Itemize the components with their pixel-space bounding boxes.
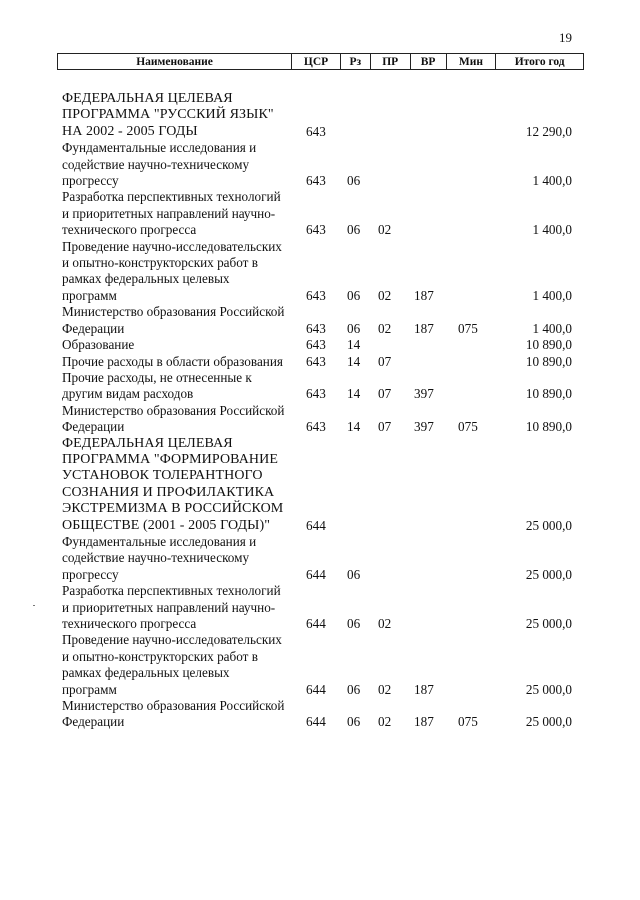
row-total: 25 000,0 [525, 681, 572, 697]
row-rz: 14 [347, 419, 361, 435]
row-rz: 14 [347, 353, 361, 369]
row-total: 12 290,0 [525, 123, 572, 139]
header-min: Мин [447, 54, 497, 69]
header-csr: ЦСР [292, 54, 341, 69]
row-name: Проведение научно-исследовательских и опытно-конструкторских работ в рамках федеральных целевых программ [62, 632, 282, 697]
row-vr: 187 [414, 320, 434, 336]
table-row [62, 403, 584, 436]
row-rz: 06 [347, 681, 361, 697]
row-csr: 644 [306, 517, 326, 533]
table-row [62, 698, 584, 731]
row-name: Прочие расходы, не отнесенные к другим видам расходов [62, 369, 252, 402]
row-vr: 187 [414, 714, 434, 730]
row-pr: 07 [378, 419, 392, 435]
row-rz: 06 [347, 616, 361, 631]
table-header [57, 53, 584, 70]
row-csr: 643 [306, 419, 326, 435]
row-total: 1 400,0 [532, 320, 572, 336]
row-pr: 02 [378, 714, 392, 730]
row-csr: 643 [306, 337, 326, 353]
row-csr: 644 [306, 566, 326, 582]
row-csr: 643 [306, 353, 326, 369]
row-name: Фундаментальные исследования и содействие научно-техническому прогрессу [62, 533, 257, 582]
table-row [62, 189, 584, 238]
row-rz: 06 [347, 222, 361, 238]
row-vr: 397 [414, 386, 434, 402]
header-pr: ПР [371, 54, 411, 69]
row-total: 1 400,0 [532, 173, 572, 189]
table-row [62, 239, 584, 305]
row-rz: 06 [347, 287, 361, 303]
row-pr: 02 [378, 320, 392, 336]
row-rz: 06 [347, 173, 361, 189]
header-vr: ВР [411, 54, 447, 69]
row-rz: 06 [347, 566, 361, 582]
table-row [62, 140, 584, 189]
header-rz: Рз [341, 54, 371, 69]
row-pr: 07 [378, 386, 392, 402]
row-total: 10 890,0 [525, 419, 572, 435]
row-total: 25 000,0 [525, 566, 572, 582]
row-total: 25 000,0 [525, 714, 572, 730]
row-name: ФЕДЕРАЛЬНАЯ ЦЕЛЕВАЯ ПРОГРАММА "ФОРМИРОВАНИЕ УСТАНОВОК ТОЛЕРАНТНОГО СОЗНАНИЯ И ПРОФИЛАКТИКА ЭКСТРЕМИЗМА В РОССИЙСКОМ ОБЩЕСТВЕ (2001 - 2005 ГОДЫ)" [62, 435, 284, 533]
row-vr: 187 [414, 287, 434, 303]
row-pr: 02 [378, 222, 392, 238]
row-rz: 14 [347, 386, 361, 402]
header-total: Итого год [514, 55, 565, 68]
row-name: Образование [62, 337, 135, 353]
row-total: 25 000,0 [525, 517, 572, 533]
row-csr: 643 [306, 386, 326, 402]
row-min: 075 [458, 419, 478, 435]
row-total: 10 890,0 [525, 353, 572, 369]
row-total: 25 000,0 [525, 616, 572, 631]
row-total: 10 890,0 [525, 386, 572, 402]
table-row [62, 534, 584, 583]
row-pr: 02 [378, 616, 392, 631]
row-name: Фундаментальные исследования и содействие научно-техническому прогрессу [62, 140, 257, 189]
row-name: Министерство образования Российской Федерации [62, 304, 285, 336]
table-body [62, 91, 584, 731]
row-rz: 14 [347, 337, 361, 353]
table-row [62, 436, 584, 534]
row-pr: 07 [378, 353, 392, 369]
row-name: Разработка перспективных технологий и приоритетных направлений научно-технического прогресса [62, 189, 281, 238]
row-name: Прочие расходы в области образования [62, 353, 283, 369]
scan-speck [33, 605, 35, 606]
row-name: Проведение научно-исследовательских и опытно-конструкторских работ в рамках федеральных целевых программ [62, 238, 282, 303]
row-name: Разработка перспективных технологий и приоритетных направлений научно-технического прогресса [62, 583, 281, 631]
row-vr: 397 [414, 419, 434, 435]
row-pr: 02 [378, 681, 392, 697]
row-csr: 644 [306, 714, 326, 730]
row-csr: 644 [306, 681, 326, 697]
row-csr: 643 [306, 287, 326, 303]
page-number: 19 [559, 30, 572, 45]
row-csr: 643 [306, 320, 326, 336]
row-min: 075 [458, 320, 478, 336]
table-row [62, 304, 584, 337]
row-csr: 643 [306, 123, 326, 139]
row-total: 1 400,0 [532, 222, 572, 238]
row-total: 1 400,0 [532, 287, 572, 303]
row-pr: 02 [378, 287, 392, 303]
row-name: Министерство образования Российской Федерации [62, 698, 285, 730]
table-row [62, 370, 584, 403]
row-csr: 643 [306, 173, 326, 189]
table-row [62, 354, 584, 370]
row-csr: 643 [306, 222, 326, 238]
table-row [62, 583, 584, 632]
row-name: ФЕДЕРАЛЬНАЯ ЦЕЛЕВАЯ ПРОГРАММА "РУССКИЙ ЯЗЫК" НА 2002 - 2005 ГОДЫ [62, 91, 274, 139]
header-name: Наименование [58, 54, 292, 69]
row-name: Министерство образования Российской Федерации [62, 402, 285, 435]
table-row [62, 91, 584, 140]
row-rz: 06 [347, 320, 361, 336]
row-total: 10 890,0 [525, 337, 572, 353]
row-csr: 644 [306, 616, 326, 631]
table-row [62, 632, 584, 698]
row-rz: 06 [347, 714, 361, 730]
row-vr: 187 [414, 681, 434, 697]
table-row [62, 337, 584, 353]
row-min: 075 [458, 714, 478, 730]
